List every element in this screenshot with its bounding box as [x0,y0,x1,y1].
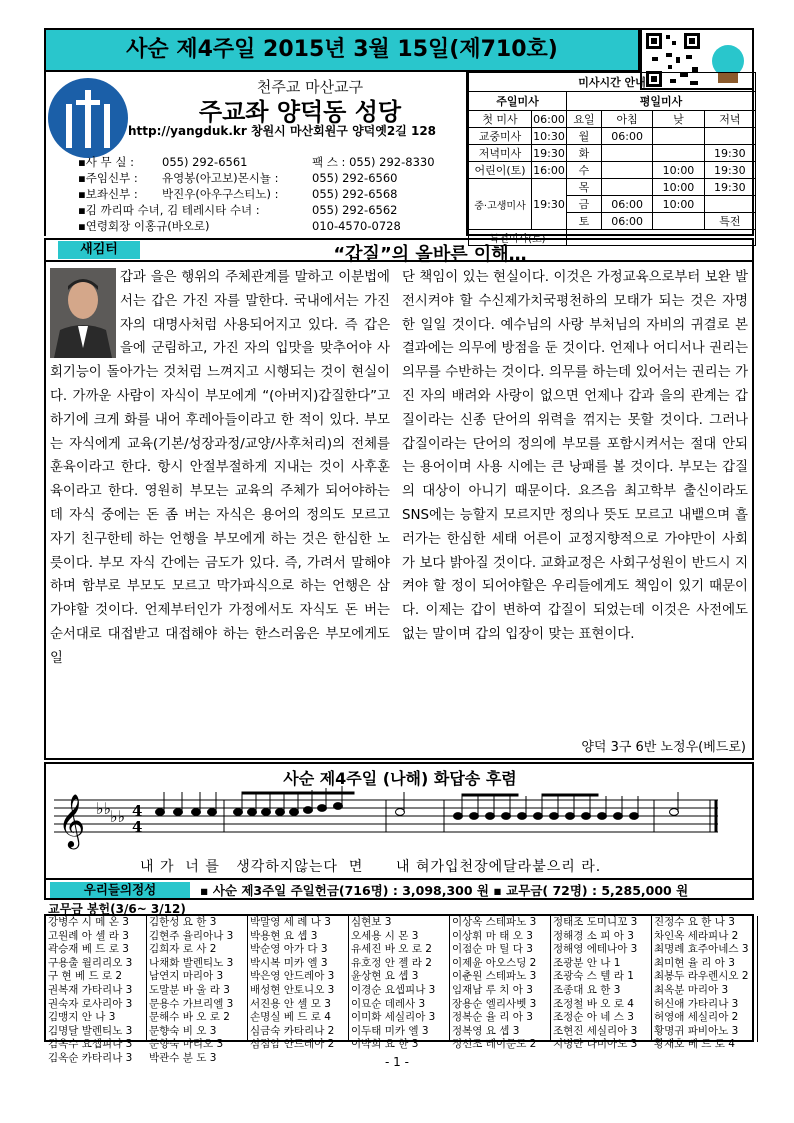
list-item: 정해영 에테나아 3 [553,943,638,956]
mass-row: 저녁미사 19:30 화 19:30 [469,145,756,162]
diocese-name: 천주교 마산교구 [256,78,364,96]
list-item: 박관수 분 도 3 [149,1051,217,1064]
note-beam [242,792,298,794]
article-column-2: 단 책임이 있는 현실이다. 이것은 가정교육으로부터 보완 발전시켜야 할 수신제가치국평천하의 모태가 되는 것은 자명한 일일 것이다. 예수님의 사랑 부처님의 자비의 귀결로 본 결과에는 의무에 방점을 둔 것이다. 언제나 어디서나 권리는 의무를 수반하는 것이다. 의무를 하는데 있어서는 권리는 가진 자의 배려와 사랑이 없으면 언제나 갑과 을의 관계는 갑질이라는 신종 단어의 위력을 꺾지는 못할 것이다. 그러나 갑질이라는 단어의 정의에 부모를 포함시켜서는 절대 안되는 용어이며 사용 시에는 큰 낭패를 볼 것이다. 부모는 갑질의 대상이 아니기 때문이다. 요즈음 최고학부 출신이라도 SNS에는 능할지 모르지만 정의나 뜻도 모르고 내뱉으며 흘러가는 한심한 세태 어른이 교정지향적으로 가야만이 사회가 보다 밝아질 것이다. 교화교정은 사회구성원이 반드시 지켜야 할 정이 되어야할은 우리들에게도 책임이 있기 때문이다. 이제는 갑이 변하여 갑질이 되었는데 이것은 사전에도 없는 말이며 갑의 입장이 맞는 표현이다. [402,270,748,642]
note-beam [298,792,354,794]
list-item: 이제윤 아오스딩 2 [452,956,537,969]
list-item: 이박희 요 한 3 [351,1038,419,1051]
list-item: 차인옥 세라피나 2 [654,929,739,942]
list-item: 이점순 마 틸 다 3 [452,943,533,956]
note-beam [542,794,598,796]
list-item: 오세용 시 몬 3 [351,929,419,942]
list-item: 허영애 세실리아 2 [654,1011,739,1024]
music-note [262,809,271,816]
list-item: 권복재 가타리나 3 [48,983,133,996]
list-item: 문향숙 비 오 3 [149,1024,217,1037]
church-address: 창원시 마산회원구 양덕옛2길 128 [250,124,437,138]
list-item: 정선조 레이문도 2 [452,1038,537,1051]
list-item: 조정철 바 오 로 4 [553,997,634,1010]
list-item: 박은영 안드레아 3 [250,970,335,983]
list-item: 김희자 로 사 2 [149,943,217,956]
music-note [156,809,165,816]
contact-row: ▪보좌신부 : 박진우(아우구스티노) : 055) 292-6568 [78,187,398,201]
music-note [566,813,575,820]
donor-column [248,916,349,1051]
list-item: 심점암 안드레아 2 [250,1038,335,1051]
list-item: 유세진 바 오 로 2 [351,943,432,956]
list-item: 김옥수 요셉피나 3 [48,1038,133,1051]
sunday-mass-label: 주일미사 [469,92,567,111]
list-item: 임재남 루 치 아 3 [452,983,533,996]
mass-row: 첫 미사 06:00 요일 아침 낮 저녁 [469,111,756,128]
list-item: 정해경 소 피 아 3 [553,929,634,942]
mass-row: 중·고생미사 19:30 목 10:00 19:30 [469,179,756,196]
music-note [234,809,243,816]
list-item: 정태조 도미니꼬 3 [553,916,638,928]
list-item: 문향숙 마리오 3 [149,1038,224,1051]
column-tag: 새김터 [58,241,140,259]
list-item: 최봉두 라우렌시오 2 [654,970,749,983]
music-note [318,805,327,812]
list-item: 이두태 미카 엘 3 [351,1024,429,1037]
list-item: 진정수 요 한 나 3 [654,916,735,928]
note-beam [462,794,518,796]
donor-column [349,916,450,1051]
contact-list [78,154,468,234]
music-note [470,813,479,820]
music-note [598,813,607,820]
list-item: 서진용 안 셀 모 3 [250,997,331,1010]
article-title: “갑질”의 올바른 이해… [333,244,527,265]
list-item: 조정순 아 네 스 3 [553,1011,634,1024]
time-signature: 4 [132,818,143,836]
article-author: 양덕 3구 6반 노정우(베드로) [581,740,746,755]
list-item: 구 현 베 드 로 2 [48,970,123,983]
list-item: 박시복 미카 엘 3 [250,956,328,969]
list-item: 심현보 3 [351,916,392,928]
music-note [670,809,679,816]
donor-column [652,916,758,1051]
list-item: 조종대 요 한 3 [553,983,621,996]
contact-row: ▪사 무 실 : 055) 292-6561 팩 스 : 055) 292-8330 [78,155,435,169]
list-item: 이경순 요셉피나 3 [351,983,436,996]
donor-column [147,916,248,1064]
website-link[interactable]: http://yangduk.kr [128,124,247,138]
list-item: 장용순 엘리사벳 3 [452,997,537,1010]
list-item: 황명귀 파비아노 3 [654,1024,739,1037]
svg-text:𝄞: 𝄞 [58,793,86,847]
list-item: 허신애 가타리나 3 [654,997,739,1010]
list-item: 문용수 가브리엘 3 [149,997,234,1010]
list-item: 최미현 율 리 아 3 [654,956,735,969]
mass-row: 어린이(토) 16:00 수 10:00 19:30 [469,162,756,179]
list-item: 정복순 율 리 아 3 [452,1011,533,1024]
music-note [396,809,405,816]
music-note [454,813,463,820]
list-item: 이춘원 스테파노 3 [452,970,537,983]
list-item: 이미화 세실리아 3 [351,1011,436,1024]
list-item: 최명례 효주아네스 3 [654,943,749,956]
list-item: 김명달 발렌티노 3 [48,1024,133,1037]
list-item: 문해수 바 오 로 2 [149,1011,230,1024]
mass-schedule [466,72,754,245]
list-item: 강병수 시 메 온 3 [48,916,129,928]
music-note [276,809,285,816]
psalm-lyrics: 내 가 너 를 생각하지않는다 면 내 혀가입천장에달라붙으리 라. [140,859,602,875]
music-note [550,813,559,820]
list-item: 최옥분 마리아 3 [654,983,729,996]
music-note [582,813,591,820]
mass-row: 교중미사 10:30 월 06:00 [469,128,756,145]
offering-tag: 우리들의정성 [50,882,190,898]
list-item: 곽승재 베 드 로 3 [48,943,129,956]
donor-column [46,916,147,1064]
list-item: 박말영 세 례 나 3 [250,916,331,928]
contact-row: ▪연령회장 이홍규(바오로) 010-4570-0728 [78,219,401,233]
list-item: 김현주 율리아나 3 [149,929,234,942]
page-number: - 1 - [385,1055,409,1069]
music-note [248,809,257,816]
music-note [208,809,217,816]
svg-text:♭♭: ♭♭ [96,799,112,818]
time-signature: 4 [132,802,143,820]
music-note [630,813,639,820]
contact-row: ▪주임신부 : 유영봉(아고보)몬시뇰 : 055) 292-6560 [78,171,398,185]
music-note [304,807,313,814]
music-note [486,813,495,820]
music-note [614,813,623,820]
mass-row: 금 06:00 10:00 [469,196,756,213]
list-item: 심금숙 카타리나 2 [250,1024,335,1037]
issue-title: 사순 제4주일 2015년 3월 15일(제710호) [44,28,640,72]
church-name: 주교좌 양덕동 성당 [198,98,402,126]
church-url [128,122,468,139]
donor-column [450,916,551,1051]
list-item: 황재호 베 드 로 4 [654,1038,735,1051]
music-note [502,813,511,820]
list-item: 배성현 안토니오 3 [250,983,335,996]
music-note [334,803,343,810]
list-item: 윤상현 요 셉 3 [351,970,419,983]
music-staff [54,788,724,858]
list-item: 정복영 요 셉 3 [452,1024,520,1037]
list-item: 조현진 세실리아 3 [553,1024,638,1037]
list-item: 이상옥 스테파노 3 [452,916,537,928]
music-note [192,809,201,816]
list-item: 조광숙 스 텔 라 1 [553,970,634,983]
list-item: 유호정 안 젤 라 2 [351,956,432,969]
list-item: 손명실 베 드 로 4 [250,1011,331,1024]
list-item: 나채화 발렌티노 3 [149,956,234,969]
mass-row: 토 06:00 특전 [469,213,756,230]
list-item: 박순영 아가 다 3 [250,943,328,956]
psalm-title: 사순 제4주일 (나해) 화답송 후렴 [283,769,517,788]
list-item: 권숙자 로사리아 3 [48,997,133,1010]
list-item: 조광분 안 나 1 [553,956,621,969]
mass-schedule-title: 미사시간 안내 [469,73,756,92]
church-logo-icon [48,78,128,158]
list-item: 김한성 요 한 3 [149,916,217,928]
list-item: 박용현 요 셉 3 [250,929,318,942]
list-item: 구용출 월리리오 3 [48,956,133,969]
list-item: 이상휘 마 태 오 3 [452,929,533,942]
music-note [518,813,527,820]
donor-column [551,916,652,1051]
mass-row: 특전미사(토) [469,230,756,246]
music-note [290,809,299,816]
offering-summary: ▪ 사순 제3주일 주일헌금(716명) : 3,098,300 원 ▪ 교무금( 72명) : 5,285,000 원 [200,883,689,898]
list-item: 고원례 아 셀 라 3 [48,929,129,942]
list-item: 도말분 바 울 라 3 [149,983,230,996]
contact-row: ▪김 까리따 수녀, 김 테레시타 수녀 : 055) 292-6562 [78,203,398,217]
svg-text:♭♭: ♭♭ [110,807,126,826]
music-note [174,809,183,816]
donor-list [44,914,754,1064]
list-item: 김옥순 카타리나 3 [48,1051,133,1064]
list-item: 지병만 다미아노 3 [553,1038,638,1051]
music-note [534,813,543,820]
list-item: 남연지 마리아 3 [149,970,224,983]
article-column-1: 갑과 을은 행위의 주체관계를 말하고 이분법에서는 갑은 가진 자를 말한다. 국내에서는 가진 자의 대명사처럼 사용되어지고 있다. 즉 갑은 을에 군림하고, 가진 자의 입맛을 맞추어야 사회기능이 돌아가는 것처럼 느껴지고 시행되는 것이 현실이다. 가까운 사람이 자식이 부모에게 “(아버지)갑질한다”고 하기에 크게 화를 내어 후레아들이라고 한 적이 있다. 부모는 자식에게 교육(기본/성장과정/교양/사후처리)의 전체를 훈육이라고 한다. 항시 안절부절하게 지내는 것이 사후훈육이라고 한다. 영원히 부모는 교육의 주체가 되어야하는데 자식 중에는 돈 좀 버는 자식은 용어의 정의도 모르고 자기 친구한테 하는 언행을 부모에게 하는 것은 한심한 노릇이다. 부모 자식 간에는 금도가 있다. 즉, 가려서 말해야하며 함부로 부모도 모르고 막가파식으로 하는 언행은 삼가야할 것이다. 언제부터인가 가정에서도 자식도 돈 버는 순서대로 대접받고 대접해야 하는 한스러움은 부모에게도 일 [50,270,390,666]
weekday-mass-label: 평일미사 [567,92,756,111]
list-item: 이묘순 데레사 3 [351,997,426,1010]
list-item: 김맹지 안 나 3 [48,1011,116,1024]
donor-list-title: 교무금 봉헌(3/6~ 3/12) [48,902,186,916]
